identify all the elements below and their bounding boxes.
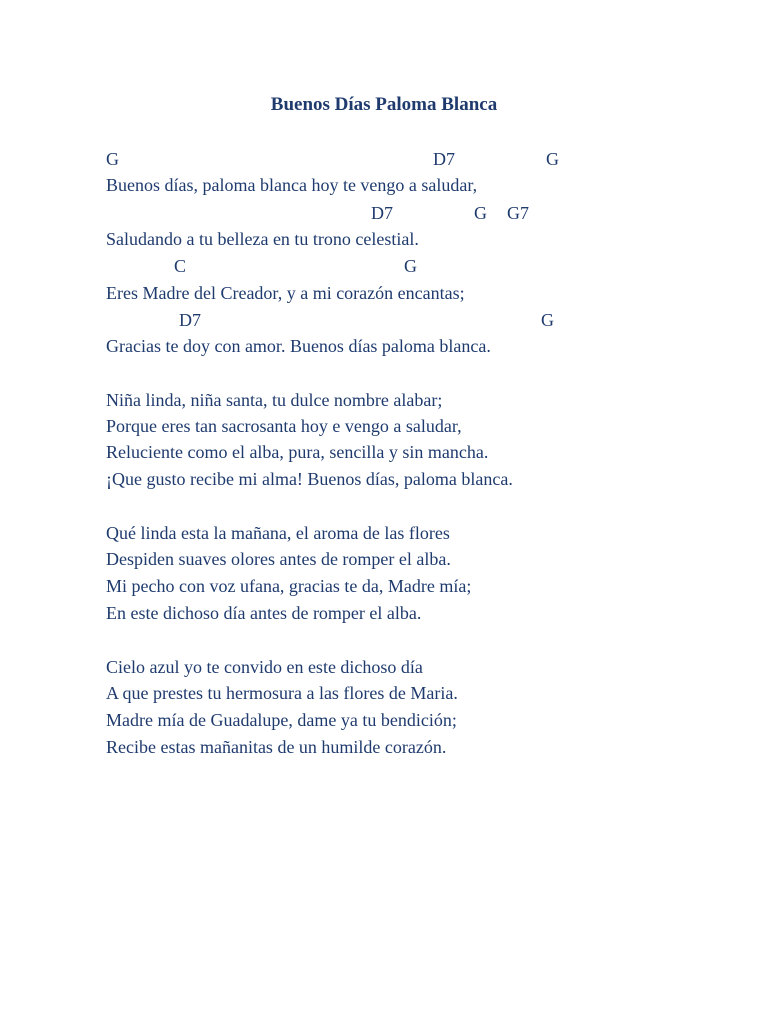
lyric-line: Recibe estas mañanitas de un humilde corazón. [106,737,447,757]
chord: G7 [507,203,529,223]
lyric-line: Eres Madre del Creador, y a mi corazón encantas; [106,283,465,303]
chord: C [174,256,187,276]
chord: G [404,256,417,276]
lyric-line: Mi pecho con voz ufana, gracias te da, Madre mía; [106,576,472,596]
lyric-line: Madre mía de Guadalupe, dame ya tu bendición; [106,710,457,730]
chord: G [474,203,487,223]
lyric-line: Buenos días, paloma blanca hoy te vengo a saludar, [106,175,478,195]
chord: D7 [433,149,455,169]
chord: G [541,310,554,330]
lyric-line: Porque eres tan sacrosanta hoy e vengo a saludar, [106,416,462,436]
lyric-line: En este dichoso día antes de romper el alba. [106,603,422,623]
chord: D7 [179,310,201,330]
lyric-line: ¡Que gusto recibe mi alma! Buenos días, paloma blanca. [106,469,513,489]
song-title: Buenos Días Paloma Blanca [270,94,498,115]
lyric-line: Reluciente como el alba, pura, sencilla y sin mancha. [106,442,489,462]
chord: D7 [371,203,393,223]
chord: G [106,149,119,169]
lyric-line: A que prestes tu hermosura a las flores de Maria. [106,683,458,703]
lyric-line: Qué linda esta la mañana, el aroma de las flores [106,523,450,543]
lyric-line: Cielo azul yo te convido en este dichoso día [106,657,423,677]
chord: G [546,149,559,169]
lyric-line: Gracias te doy con amor. Buenos días paloma blanca. [106,336,491,356]
lyric-line: Saludando a tu belleza en tu trono celestial. [106,229,419,249]
lyric-line: Niña linda, niña santa, tu dulce nombre alabar; [106,390,443,410]
lyric-line: Despiden suaves olores antes de romper el alba. [106,549,451,569]
